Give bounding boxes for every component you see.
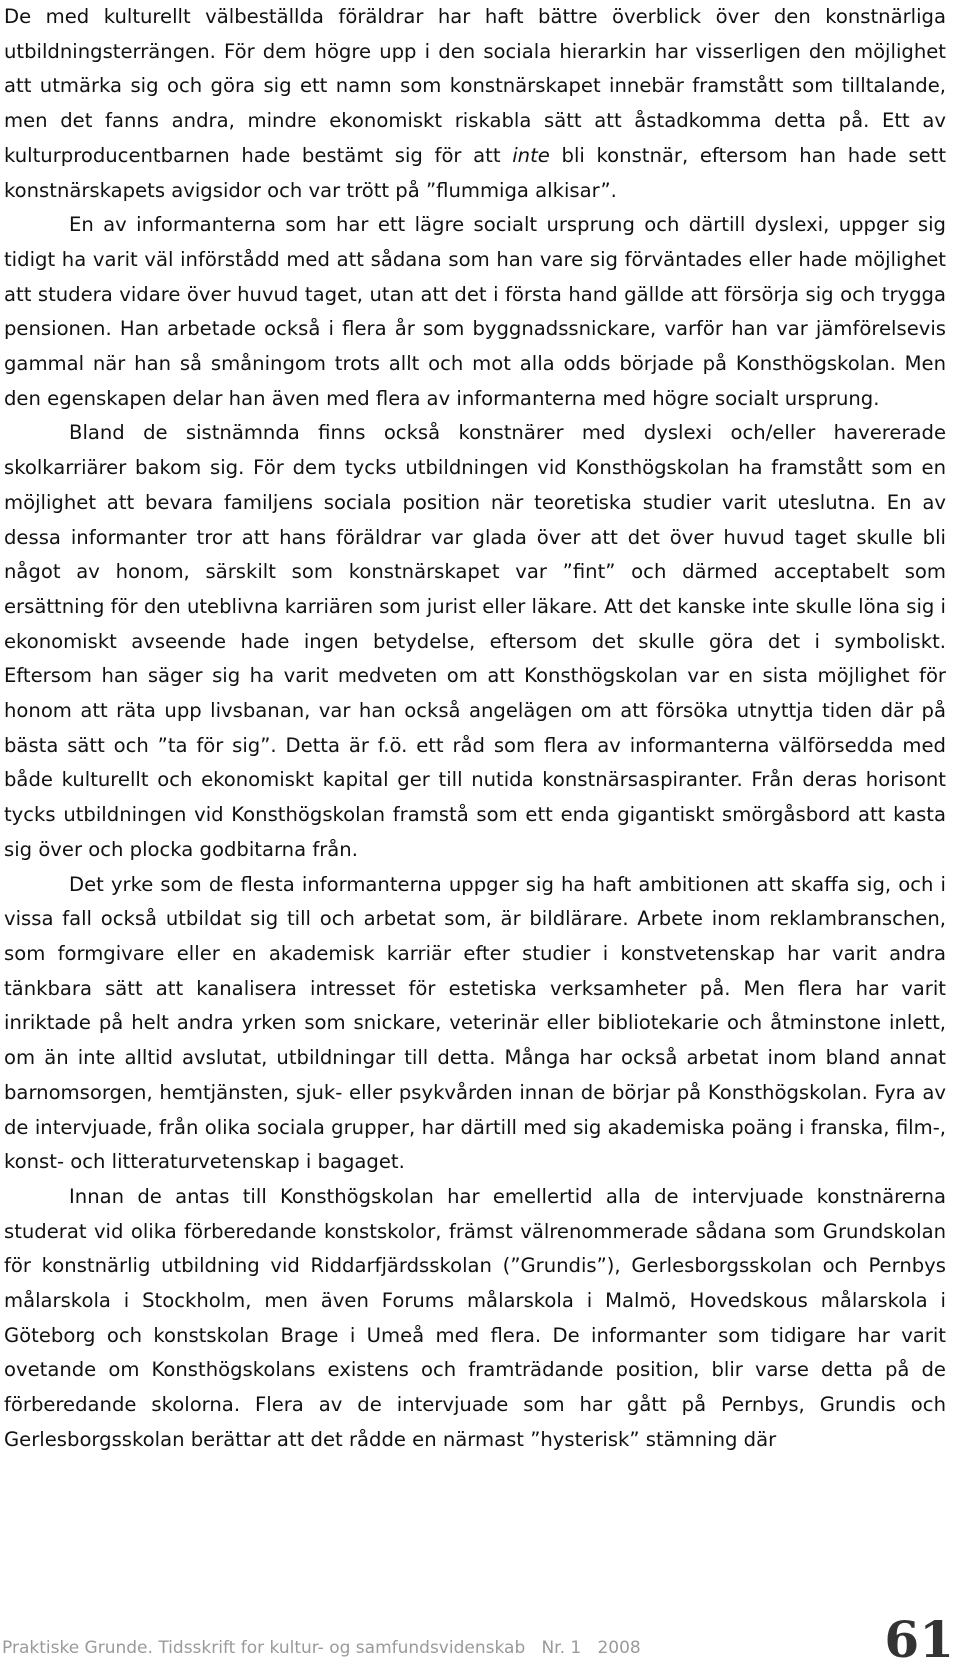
page-footer [0, 1610, 960, 1669]
paragraph-4 [4, 868, 946, 1180]
paragraph-4-text: Det yrke som de flesta informanterna uppger sig ha haft ambitionen att skaffa sig, och i vissa fall också utbildat sig till och arbetat som, är bildlärare. Arbete inom reklambranschen, som formgivare eller en akademisk karriär efter studier i konstvetenskap har varit andra tänkbara sätt att kanalisera intresset för estetiska verksamheter på. Men flera har varit inriktade på helt andra yrken som snickare, veterinär eller bibliotekarie och åtminstone inlett, om än inte alltid avslutat, utbildningar till detta. Många har också arbetat inom bland annat barnomsorgen, hemtjänsten, sjuk- eller psykvården innan de börjar på Konsthögskolan. Fyra av de intervjuade, från olika sociala grupper, har därtill med sig akademiska poäng i franska, film-, konst- och litteraturvetenskap i bagaget. [4, 872, 946, 1174]
paragraph-1 [4, 0, 946, 208]
paragraph-2 [4, 208, 946, 416]
paragraph-3 [4, 416, 946, 867]
footer-year: 2008 [597, 1638, 641, 1658]
paragraph-2-text: En av informanterna som har ett lägre socialt ursprung och därtill dyslexi, uppger sig tidigt ha varit väl införstådd med att sådana som han vare sig förväntades eller hade möjlighet att studera vidare över huvud taget, utan att det i första hand gällde att försörja sig och trygga pensionen. Han arbetade också i flera år som byggnadssnickare, varför han var jämförelsevis gammal när han så småningom trots allt och mot alla odds började på Konsthögskolan. Men den egenskapen delar han även med flera av informanterna med högre socialt ursprung. [4, 213, 946, 410]
paragraph-3-text: Bland de sistnämnda finns också konstnärer med dyslexi och/eller havererade skolkarriärer bakom sig. För dem tycks utbildningen vid Konsthögskolan ha framstått som en möjlighet att bevara familjens sociala position när teoretiska studier varit uteslutna. En av dessa informanter tror att hans föräldrar var glada över att det över huvud taget skulle bli något av honom, särskilt som konstnärskapet var ”fint” och därmed acceptabelt som ersättning för den uteblivna karriären som jurist eller läkare. Att det kanske inte skulle löna sig i ekonomiskt avseende hade ingen betydelse, eftersom det skulle göra det i symboliskt. Eftersom han säger sig ha varit medveten om att Konsthögskolan var en sista möjlighet för honom att räta upp livsbanan, var han också angelägen om att försöka utnyttja tiden där på bästa sätt och ”ta för sig”. Detta är f.ö. ett råd som flera av informanterna välförsedda med både kulturellt och ekonomiskt kapital ger till nutida konstnärsaspiranter. Från deras horisont tycks utbildningen vid Konsthögskolan framstå som ett enda gigantiskt smörgåsbord att kasta sig över och plocka godbitarna från. [4, 421, 946, 861]
paragraph-1-text-a: De med kulturellt välbeställda föräldrar har haft bättre överblick över den konstnärliga utbildningsterrängen. För dem högre upp i den sociala hierarkin har visserligen den möjlighet att utmärka sig och göra sig ett namn som konstnärskapet innebär framstått som tilltalande, men det fanns andra, mindre ekonomiskt riskabla sätt att åstadkomma detta på. Ett av kulturproducentbarnen hade bestämt sig för att [4, 5, 946, 167]
paragraph-5-text: Innan de antas till Konsthögskolan har emellertid alla de intervjuade konstnärerna studerat vid olika förberedande konstskolor, främst välrenommerade sådana som Grundskolan för konstnärlig utbildning vid Riddarfjärdsskolan (”Grundis”), Gerlesborgsskolan och Pernbys målarskola i Stockholm, men även Forums målarskola i Malmö, Hovedskous målarskola i Göteborg och konstskolan Brage i Umeå med flera. De informanter som tidigare har varit ovetande om Konsthögskolans existens och framträdande position, blir varse detta på de förberedande skolorna. Flera av de intervjuade som har gått på Pernbys, Grundis och Gerlesborgsskolan berättar att det rådde en närmast ”hysterisk” stämning där [4, 1184, 946, 1451]
paragraph-1-text-b: bli konstnär, eftersom han hade sett konstnärskapets avigsidor och var trött på ”flummiga alkisar”. [4, 143, 946, 202]
article-body [4, 0, 946, 1458]
paragraph-5 [4, 1180, 946, 1458]
footer-journal: Praktiske Grunde. Tidsskrift for kultur- og samfundsvidenskab [2, 1638, 526, 1658]
footer-citation [2, 1638, 641, 1658]
footer-issue: Nr. 1 [541, 1638, 582, 1658]
paragraph-1-emphasis: inte [512, 143, 550, 167]
page-number: 61 [884, 1610, 954, 1669]
